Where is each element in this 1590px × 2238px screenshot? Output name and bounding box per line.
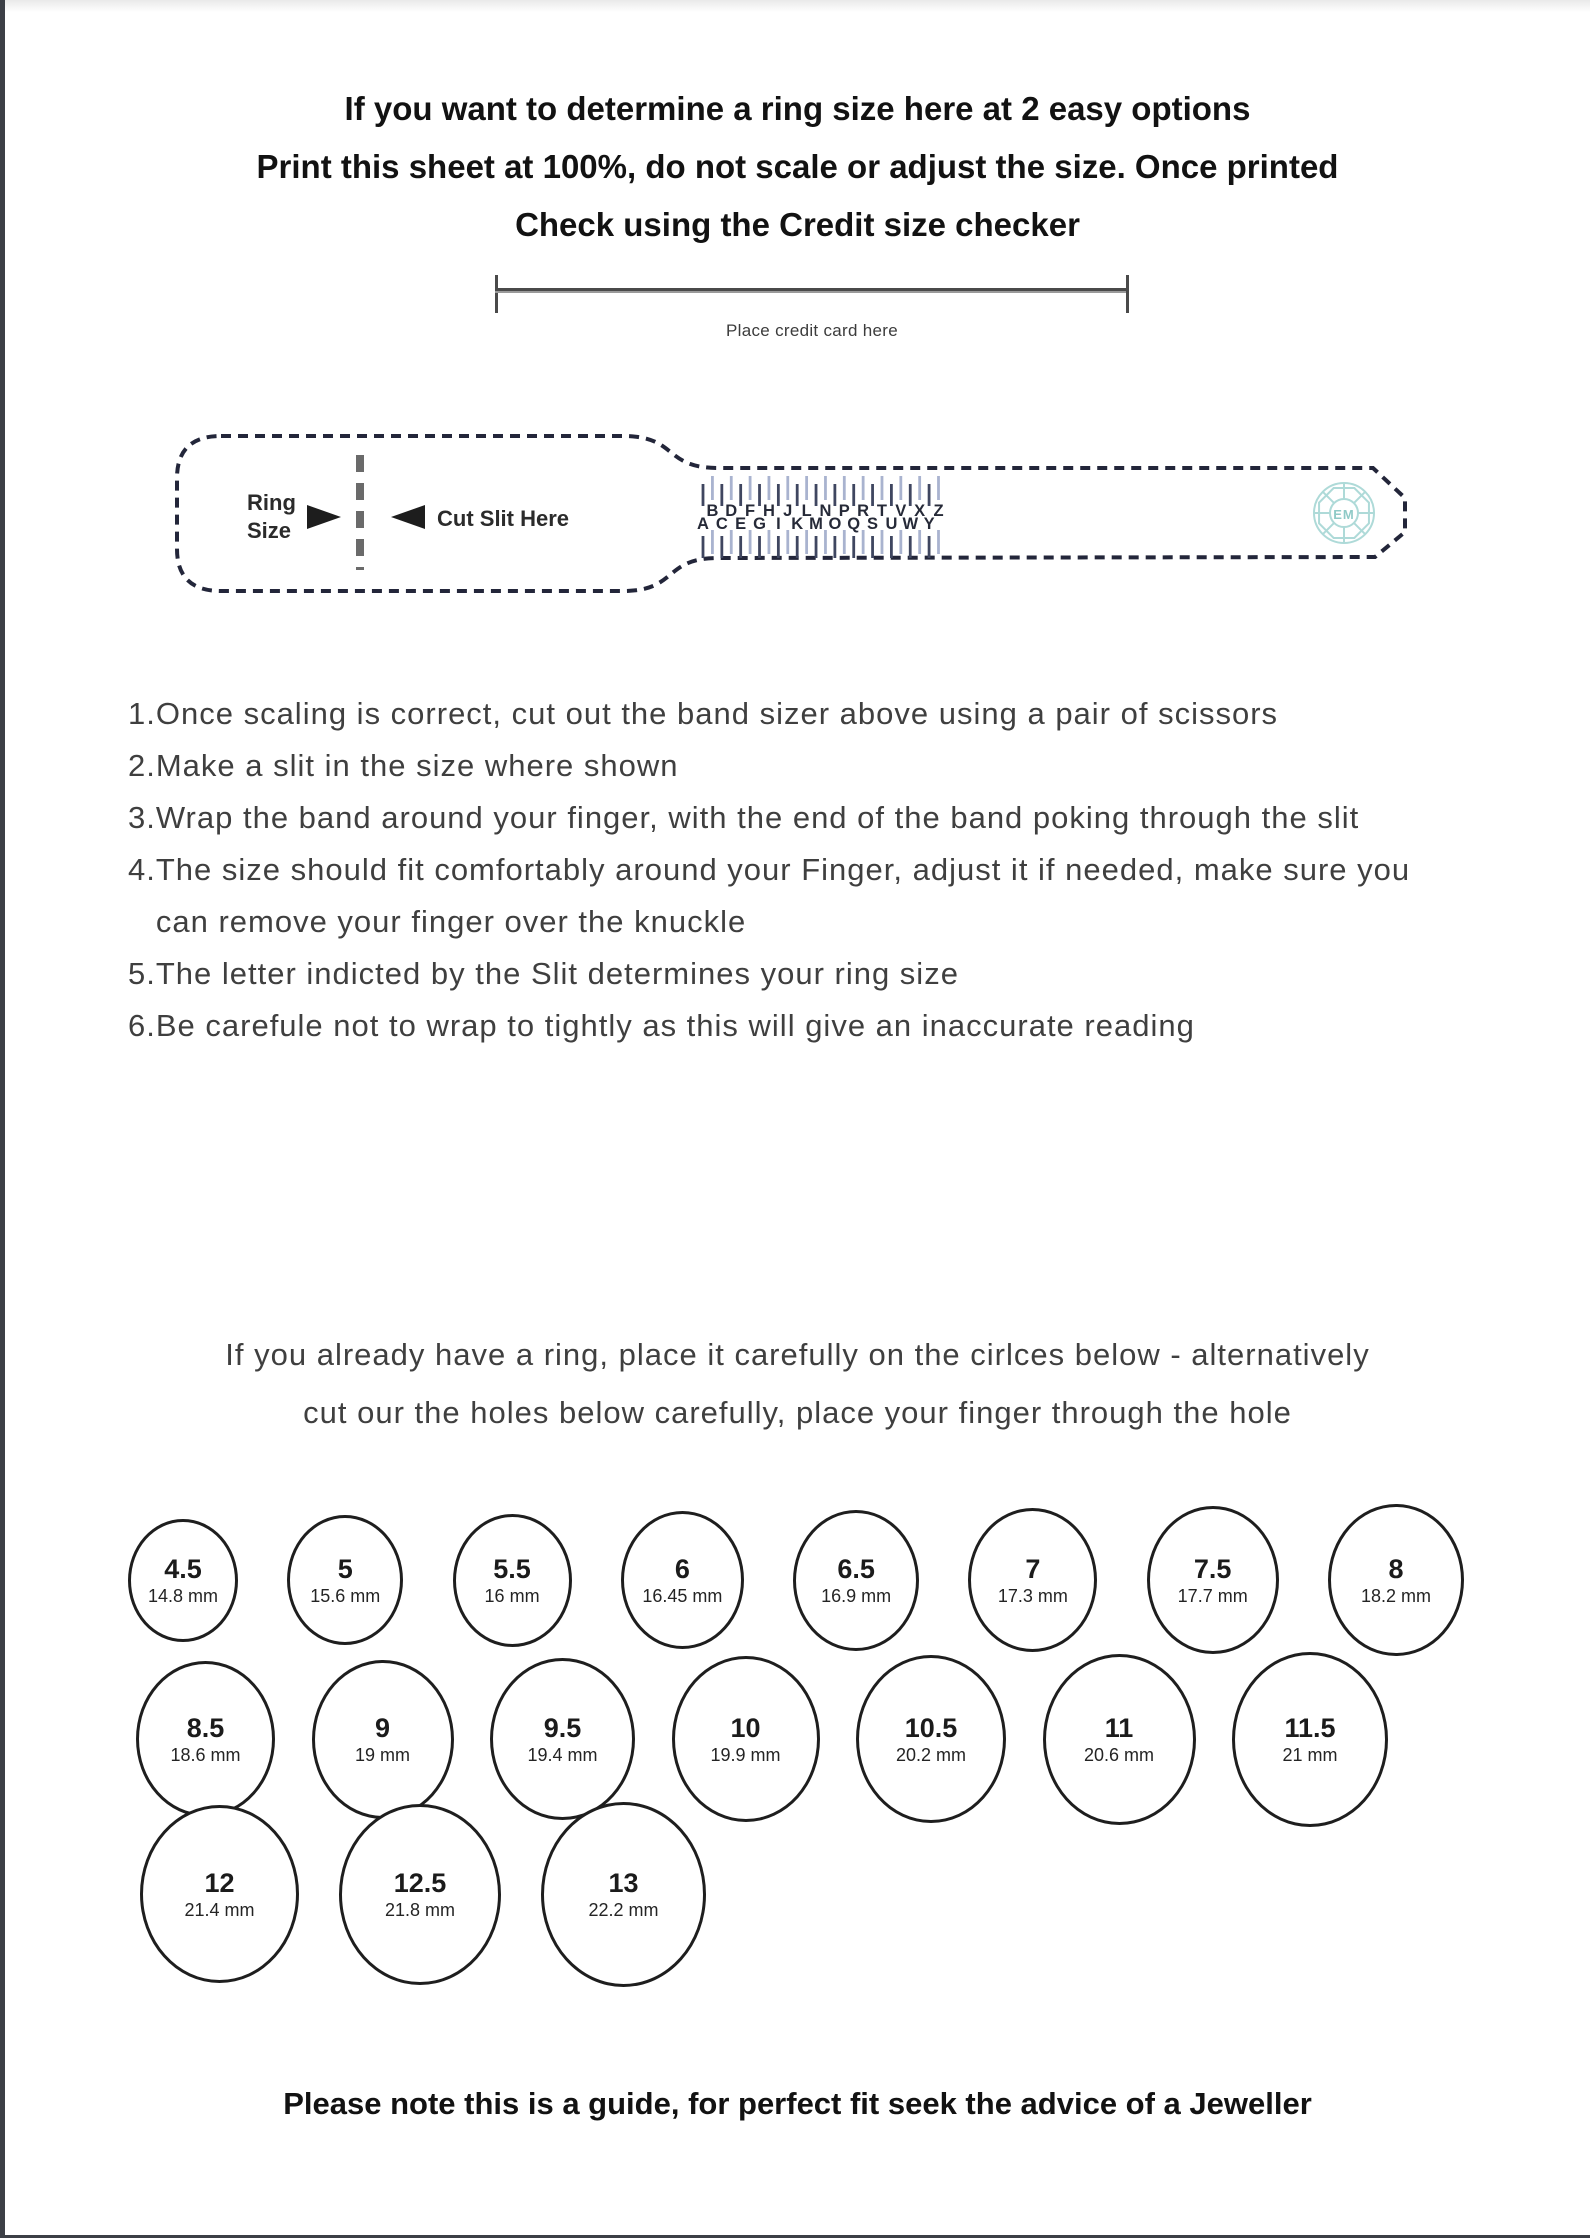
ring-size-number: 5.5 xyxy=(493,1553,531,1584)
cut-slit-arrow-icon xyxy=(391,505,425,529)
size-letter-V: V xyxy=(895,502,907,520)
ring-size-mm: 16.9 mm xyxy=(821,1585,892,1606)
size-letter-P: P xyxy=(838,502,850,520)
ring-size-mm: 21 mm xyxy=(1282,1744,1338,1765)
ring-note xyxy=(5,1326,1590,1442)
size-letter-W: W xyxy=(902,515,919,533)
footer-note: Please note this is a guide, for perfect fit seek the advice of a Jeweller xyxy=(283,2086,1312,2121)
ruler-label: Place credit card here xyxy=(726,321,898,340)
instruction-number: 5. xyxy=(128,956,156,991)
ring-size-mm: 18.6 mm xyxy=(170,1744,241,1765)
ring-size-number: 6.5 xyxy=(837,1553,875,1584)
size-letter-H: H xyxy=(762,502,775,520)
ring-size-mm: 22.2 mm xyxy=(588,1899,659,1920)
size-letter-K: K xyxy=(791,515,804,533)
ring-size-mm: 18.2 mm xyxy=(1360,1585,1431,1606)
instruction-text: The size should fit comfortably around your Finger, adjust it if needed, make sure you can remove your finger over the knuckle xyxy=(155,852,1411,939)
ring-size-number: 8.5 xyxy=(186,1712,225,1743)
ruler-right-tick xyxy=(1126,275,1129,313)
ring-circle-8 xyxy=(1328,1504,1464,1656)
ring-circle-12 xyxy=(140,1805,299,1983)
ring-size-mm: 16 mm xyxy=(484,1585,540,1606)
instruction-number: 4. xyxy=(128,852,156,887)
ring-size-number: 13 xyxy=(608,1867,639,1898)
ring-circle-6.5 xyxy=(793,1510,919,1651)
ruler-line xyxy=(495,288,1129,293)
instruction-text: Once scaling is correct, cut out the band sizer above using a pair of scissors xyxy=(155,696,1279,731)
size-letter-Q: Q xyxy=(847,515,861,533)
size-letter-F: F xyxy=(745,502,756,520)
ring-size-number: 12 xyxy=(204,1867,235,1898)
ring-note-line-1: If you already have a ring, place it carefully on the cirlces below - alternatively xyxy=(225,1337,1370,1372)
ring-size-mm: 14.8 mm xyxy=(147,1585,219,1606)
ring-circle-11.5 xyxy=(1232,1652,1388,1827)
ring-size-number: 11.5 xyxy=(1284,1712,1336,1743)
instruction-number: 2. xyxy=(128,748,156,783)
ring-size-mm: 19.9 mm xyxy=(710,1744,781,1765)
size-letter-B: B xyxy=(706,502,719,520)
instruction-item-3 xyxy=(128,792,1458,844)
ruler-left-tick xyxy=(495,275,498,313)
ring-size-number: 9 xyxy=(374,1712,391,1743)
size-letter-O: O xyxy=(828,515,842,533)
gem-logo-icon xyxy=(1314,483,1374,543)
ring-size-number: 7 xyxy=(1025,1553,1041,1584)
header-line-1: If you want to determine a ring size here at 2 easy options xyxy=(344,90,1251,127)
ring-size-mm: 16.45 mm xyxy=(642,1585,723,1606)
size-letter-R: R xyxy=(857,502,870,520)
ring-size-mm: 17.3 mm xyxy=(997,1585,1068,1606)
band-sizer xyxy=(173,428,1508,603)
ring-size-number: 5 xyxy=(337,1553,353,1584)
instruction-text: The letter indicted by the Slit determines your ring size xyxy=(155,956,959,991)
instruction-item-6 xyxy=(128,1000,1458,1052)
instruction-item-5 xyxy=(128,948,1458,1000)
credit-card-ruler xyxy=(495,275,1129,345)
ring-circle-11 xyxy=(1043,1654,1196,1825)
instruction-text: Be carefule not to wrap to tightly as this will give an inaccurate reading xyxy=(155,1008,1195,1043)
size-letter-N: N xyxy=(819,502,832,520)
ring-size-number: 8 xyxy=(1388,1553,1404,1584)
size-letter-Y: Y xyxy=(923,515,935,533)
ring-circle-7.5 xyxy=(1147,1506,1279,1654)
ring-circle-9 xyxy=(312,1660,454,1819)
page-top-shade xyxy=(5,0,1590,12)
ring-size-mm: 21.4 mm xyxy=(184,1899,255,1920)
size-letter-D: D xyxy=(725,502,738,520)
ring-size-label-line2: Size xyxy=(247,518,292,543)
ring-circle-5.5 xyxy=(453,1514,572,1647)
instruction-number: 6. xyxy=(128,1008,156,1043)
instruction-item-1 xyxy=(128,688,1458,740)
ring-circle-10.5 xyxy=(856,1655,1006,1823)
ring-circle-8.5 xyxy=(136,1661,275,1817)
cut-slit-label: Cut Slit Here xyxy=(437,506,570,531)
instructions-list xyxy=(128,688,1458,1052)
size-letter-A: A xyxy=(697,515,709,533)
ring-size-mm: 21.8 mm xyxy=(384,1899,456,1920)
instruction-text: Wrap the band around your finger, with the end of the band poking through the slit xyxy=(155,800,1360,835)
ring-size-mm: 19 mm xyxy=(354,1744,410,1765)
ring-size-mm: 20.6 mm xyxy=(1083,1744,1155,1765)
ring-circle-row-1 xyxy=(128,1498,1464,1662)
gem-logo-text: EM xyxy=(1333,507,1355,522)
ring-circle-5 xyxy=(287,1515,403,1645)
ring-size-number: 9.5 xyxy=(543,1712,582,1743)
ring-size-number: 10.5 xyxy=(904,1712,958,1743)
size-letter-G: G xyxy=(753,515,766,533)
ring-size-number: 4.5 xyxy=(164,1553,202,1584)
header xyxy=(5,80,1590,254)
ring-circle-12.5 xyxy=(339,1804,501,1985)
instruction-text: Make a slit in the size where shown xyxy=(155,748,679,783)
size-letter-M: M xyxy=(809,515,823,533)
size-letter-I: I xyxy=(776,515,781,533)
ring-size-mm: 15.6 mm xyxy=(310,1585,381,1606)
size-letter-T: T xyxy=(876,502,888,520)
size-letter-X: X xyxy=(914,502,926,520)
size-letters-scale xyxy=(697,476,944,558)
ring-size-number: 10 xyxy=(730,1712,761,1743)
ring-circle-row-3 xyxy=(140,1798,706,1990)
size-letter-C: C xyxy=(715,515,728,533)
instruction-item-2 xyxy=(128,740,1458,792)
ring-circle-6 xyxy=(621,1511,744,1649)
ring-size-mm: 17.7 mm xyxy=(1177,1585,1248,1606)
ring-size-number: 12.5 xyxy=(393,1867,447,1898)
ring-size-number: 11 xyxy=(1104,1712,1134,1743)
instruction-item-4 xyxy=(128,844,1458,948)
ring-size-mm: 19.4 mm xyxy=(527,1744,598,1765)
ring-note-line-2: cut our the holes below carefully, place your finger through the hole xyxy=(303,1395,1292,1430)
size-letter-E: E xyxy=(735,515,747,533)
size-letter-Z: Z xyxy=(933,502,944,520)
size-letter-J: J xyxy=(783,502,793,520)
ring-circle-9.5 xyxy=(490,1658,635,1820)
ring-size-arrow-icon xyxy=(307,505,341,529)
ring-size-mm: 20.2 mm xyxy=(895,1744,967,1765)
ring-circle-13 xyxy=(541,1802,706,1987)
header-line-2: Print this sheet at 100%, do not scale or adjust the size. Once printed xyxy=(256,148,1339,185)
instruction-number: 3. xyxy=(128,800,156,835)
ring-size-number: 6 xyxy=(674,1553,690,1584)
ring-circle-4.5 xyxy=(128,1519,238,1642)
ring-size-label-line1: Ring xyxy=(247,490,296,515)
size-letter-U: U xyxy=(885,515,898,533)
page-left-edge xyxy=(0,0,5,2238)
header-line-3: Check using the Credit size checker xyxy=(515,206,1080,243)
instruction-number: 1. xyxy=(128,696,156,731)
size-letter-S: S xyxy=(867,515,879,533)
size-letter-L: L xyxy=(801,502,812,520)
ring-circle-7 xyxy=(968,1508,1097,1652)
ring-size-number: 7.5 xyxy=(1193,1553,1232,1584)
